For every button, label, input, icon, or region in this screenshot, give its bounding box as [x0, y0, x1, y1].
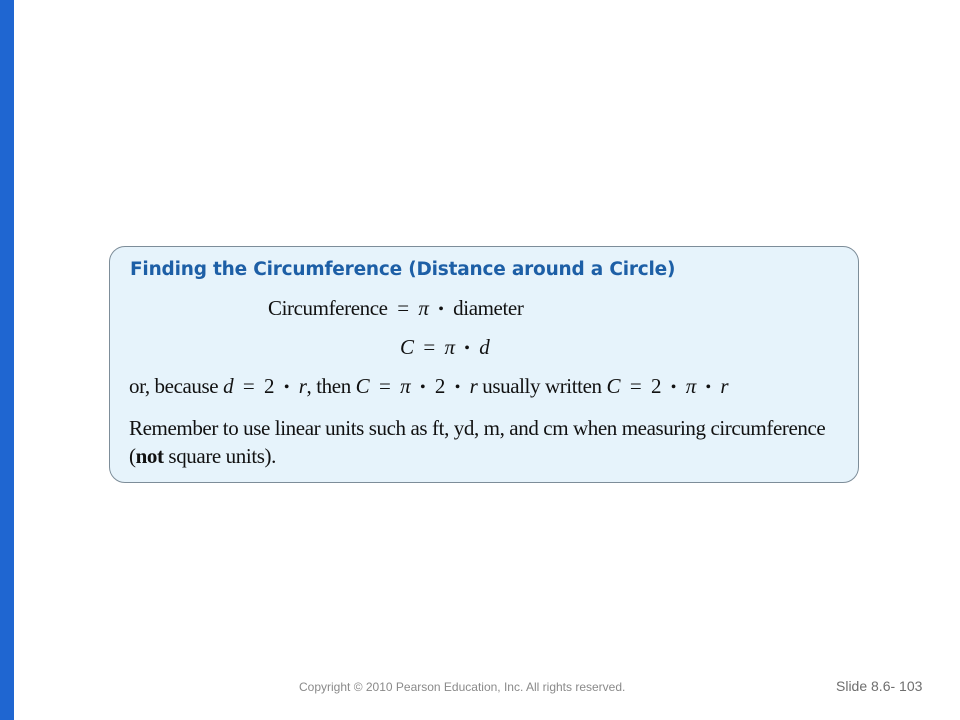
- var-r: r: [298, 374, 307, 398]
- text-usually-written: usually written: [482, 374, 602, 398]
- equals-sign: =: [242, 374, 255, 398]
- pi-symbol: π: [400, 374, 411, 398]
- units-reminder: [129, 414, 849, 470]
- multiply-dot: •: [464, 340, 470, 357]
- var-r: r: [469, 374, 478, 398]
- number-two: 2: [650, 374, 662, 398]
- copyright-notice: Copyright © 2010 Pearson Education, Inc. All rights reserved.: [299, 680, 626, 694]
- multiply-dot: •: [419, 379, 426, 396]
- text-or-because: or, because: [129, 374, 219, 398]
- left-accent-bar: [0, 0, 14, 720]
- reminder-text: Remember to use linear units such as ft, yd, m, and cm when measuring circumference (: [129, 416, 826, 468]
- equals-sign: =: [378, 374, 391, 398]
- word-circumference: Circumference: [268, 296, 388, 320]
- multiply-dot: •: [454, 379, 460, 396]
- pi-symbol: π: [418, 296, 429, 320]
- reminder-text-end: square units).: [163, 444, 276, 468]
- equals-sign: =: [423, 335, 435, 359]
- var-c: C: [606, 374, 621, 398]
- var-d: d: [223, 374, 234, 398]
- pi-symbol: π: [444, 335, 455, 359]
- number-two: 2: [434, 374, 445, 398]
- equals-sign: =: [629, 374, 642, 398]
- word-diameter: diameter: [453, 296, 524, 320]
- text-then: , then: [306, 374, 351, 398]
- var-d: d: [479, 335, 490, 359]
- formula-line-symbols: [400, 335, 489, 360]
- var-r: r: [720, 374, 729, 398]
- equals-sign: =: [397, 296, 409, 320]
- box-title: Finding the Circumference (Distance around a Circle): [130, 259, 676, 280]
- multiply-dot: •: [705, 379, 711, 396]
- slide-number: Slide 8.6- 103: [836, 678, 923, 694]
- number-two: 2: [264, 374, 275, 398]
- formula-line-alternate: [129, 374, 728, 399]
- formula-line-words: [268, 296, 523, 321]
- var-c: C: [400, 335, 414, 359]
- multiply-dot: •: [438, 301, 444, 318]
- reminder-bold-not: not: [135, 444, 164, 468]
- circumference-definition-box: [109, 246, 859, 483]
- var-c: C: [355, 374, 370, 398]
- multiply-dot: •: [283, 379, 290, 396]
- multiply-dot: •: [670, 379, 676, 396]
- pi-symbol: π: [685, 374, 696, 398]
